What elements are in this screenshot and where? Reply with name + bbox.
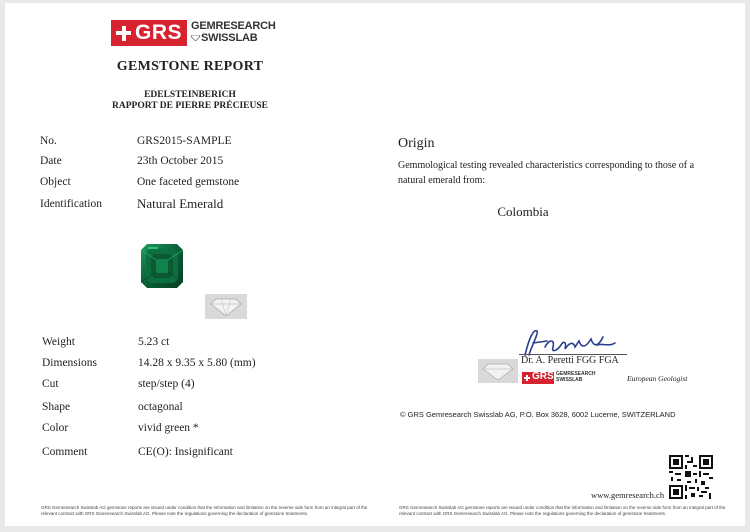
diamond-watermark-logo <box>205 294 247 319</box>
logo-letters: GRS <box>135 21 183 44</box>
diamond-icon <box>478 359 518 383</box>
logo-line-1: GEMRESEARCH <box>191 20 276 32</box>
report-subtitle-de: EDELSTEINBERICH <box>144 90 236 100</box>
field-value-object: One faceted gemstone <box>137 176 240 188</box>
field-value-comment: CE(O): Insignificant <box>138 446 233 458</box>
field-value-weight: 5.23 ct <box>138 336 170 348</box>
field-value-identification: Natural Emerald <box>137 196 224 211</box>
field-label-shape: Shape <box>42 401 71 413</box>
company-address: © GRS Gemresearch Swisslab AG, P.O. Box 3628, 6002 Lucerne, SWITZERLAND <box>400 410 676 419</box>
qr-code-icon[interactable] <box>669 455 713 499</box>
field-label-dimensions: Dimensions <box>42 357 97 369</box>
field-label-date: Date <box>40 155 62 167</box>
field-value-no: GRS2015-SAMPLE <box>137 135 232 147</box>
diamond-icon <box>191 35 200 41</box>
logo-line-2: SWISSLAB <box>191 32 276 44</box>
field-value-dimensions: 14.28 x 9.35 x 5.80 (mm) <box>138 357 256 369</box>
disclaimer-left: GRS Gemresearch Swisslab AG gemstone reports are issued under condition that the information and limitation on the reverse side form from an integral part of the relevant contract with GRS Gemresearch Swisslab AG. Please note the regulations governing the declaration of gemstone treatments. <box>41 505 368 516</box>
signatory-name: Dr. A. Peretti FGG FGA <box>521 355 619 366</box>
logo-wordmark <box>191 20 276 44</box>
field-value-date: 23th October 2015 <box>137 155 224 167</box>
field-label-no: No. <box>40 135 57 147</box>
field-label-object: Object <box>40 176 71 188</box>
report-title: GEMSTONE REPORT <box>116 59 264 74</box>
swiss-flag-logo-block <box>111 20 187 46</box>
field-value-color: vivid green * <box>138 422 199 434</box>
field-label-color: Color <box>42 422 69 434</box>
disclaimer-right: GRS Gemresearch Swisslab AG gemstone reports are issued under condition that the information and limitation on the reverse side form from an integral part of the relevant contract with GRS Gemresearch Swisslab AG. Please note the regulations governing the declaration of gemstone treatments. <box>399 505 726 516</box>
grs-logo-small: GRS GEMRESEARCH SWISSLAB <box>522 371 584 385</box>
field-value-cut: step/step (4) <box>138 378 195 390</box>
diamond-icon <box>205 294 247 319</box>
emerald-gemstone-image <box>141 244 183 288</box>
origin-description: Gemmological testing revealed characteristics corresponding to those of a natural emerald from: <box>398 160 695 186</box>
signatory-title: European Geologist <box>627 374 688 383</box>
gemstone-report-page <box>5 3 745 526</box>
field-label-comment: Comment <box>42 446 88 458</box>
website-link[interactable]: www.gemresearch.ch <box>591 490 665 500</box>
origin-heading: Origin <box>398 136 435 151</box>
diamond-watermark-logo-small <box>478 359 518 383</box>
field-label-identification: Identification <box>40 198 102 210</box>
field-value-shape: octagonal <box>138 401 183 413</box>
grs-logo <box>111 18 276 48</box>
field-label-weight: Weight <box>42 336 75 348</box>
origin-country: Colombia <box>497 204 549 219</box>
field-label-cut: Cut <box>42 378 59 390</box>
report-subtitle-fr: RAPPORT DE PIERRE PRÉCIEUSE <box>112 101 268 111</box>
